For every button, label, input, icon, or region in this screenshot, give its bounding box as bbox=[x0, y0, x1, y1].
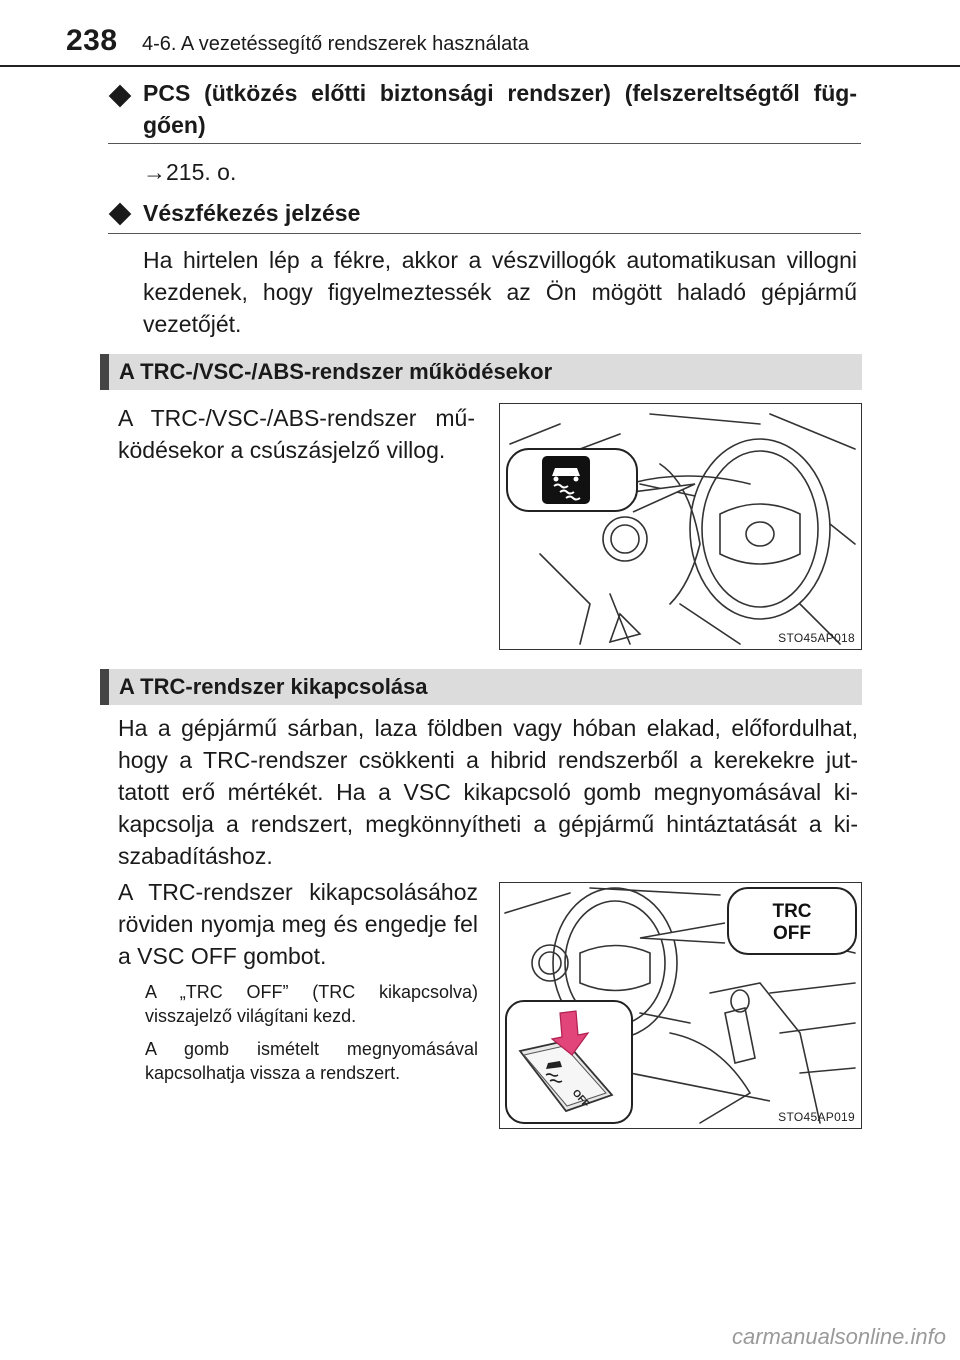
trc-vsc-abs-text: A TRC-/VSC-/ABS-rendszer mű-ködésekor a csúszásjelző villog. bbox=[118, 405, 475, 463]
pcs-heading-rule bbox=[108, 143, 861, 144]
dashboard-illustration bbox=[500, 404, 860, 648]
indicator-line-trc: TRC bbox=[772, 901, 812, 922]
console-illustration bbox=[500, 883, 860, 1127]
trc-off-instruction: A TRC-rendszer kikapcsolásához röviden nyomja meg és engedje fel a VSC OFF gombot. bbox=[118, 879, 478, 969]
emergency-brake-text: Ha hirtelen lép a fékre, akkor a vészvillogók automatikusan villogni kezdenek, hogy figyelmeztessék az Ön mögött haladó gépjármű vezetőjét. bbox=[143, 247, 857, 337]
callout-line bbox=[630, 1073, 770, 1101]
trc-off-note-2: A gomb ismételt megnyomásával kapcsolhatja vissza a rendszert. bbox=[145, 1039, 478, 1083]
figure-trc-off bbox=[499, 882, 862, 1129]
watermark: carmanualsonline.info bbox=[731, 1324, 946, 1349]
trc-off-indicator bbox=[772, 901, 811, 944]
emergency-brake-heading: Vészfékezés jelzése bbox=[143, 200, 361, 226]
section-bar-trc-off: A TRC-rendszer kikapcsolása bbox=[100, 669, 862, 705]
indicator-line-off: OFF bbox=[773, 923, 811, 944]
diamond-bullet-icon bbox=[109, 203, 132, 226]
pcs-heading-line1: PCS (ütközés előtti biztonsági rendszer) (felszereltségtől füg- bbox=[143, 80, 857, 106]
pcs-heading bbox=[143, 77, 857, 141]
emergency-brake-heading-rule bbox=[108, 233, 861, 234]
trc-off-note-1: A „TRC OFF” (TRC kikapcsolva) visszajelző világítani kezd. bbox=[145, 982, 478, 1026]
slip-indicator-icon bbox=[542, 456, 590, 504]
pcs-heading-line2: gően) bbox=[143, 112, 206, 138]
section-bar-trc-vsc-abs: A TRC-/VSC-/ABS-rendszer működésekor bbox=[100, 354, 862, 390]
figure-slip-indicator bbox=[499, 403, 862, 650]
figure-code: STO45AP019 bbox=[778, 1110, 855, 1124]
header-divider bbox=[0, 65, 960, 67]
button-off-label: OFF bbox=[569, 1087, 592, 1110]
callout-line bbox=[633, 484, 695, 512]
diamond-bullet-icon bbox=[109, 85, 132, 108]
trc-off-intro: Ha a gépjármű sárban, laza földben vagy hóban elakad, előfordulhat, hogy a TRC-rendszer csökkenti a hibrid rendszerből a kerekekre jut-tatott erő mértékét. Ha a VSC kikapcsoló gomb megnyomásával ki-kapcsolja a rendszert, megkönnyítheti a gépjármű hintáztatását a ki-szabadításhoz. bbox=[118, 715, 858, 869]
figure-code: STO45AP018 bbox=[778, 631, 855, 645]
page-number: 238 bbox=[66, 24, 118, 57]
section-title: 4-6. A vezetéssegítő rendszerek használata bbox=[142, 33, 529, 55]
pcs-reference: →215. o. bbox=[143, 159, 237, 185]
callout-line bbox=[640, 923, 725, 943]
